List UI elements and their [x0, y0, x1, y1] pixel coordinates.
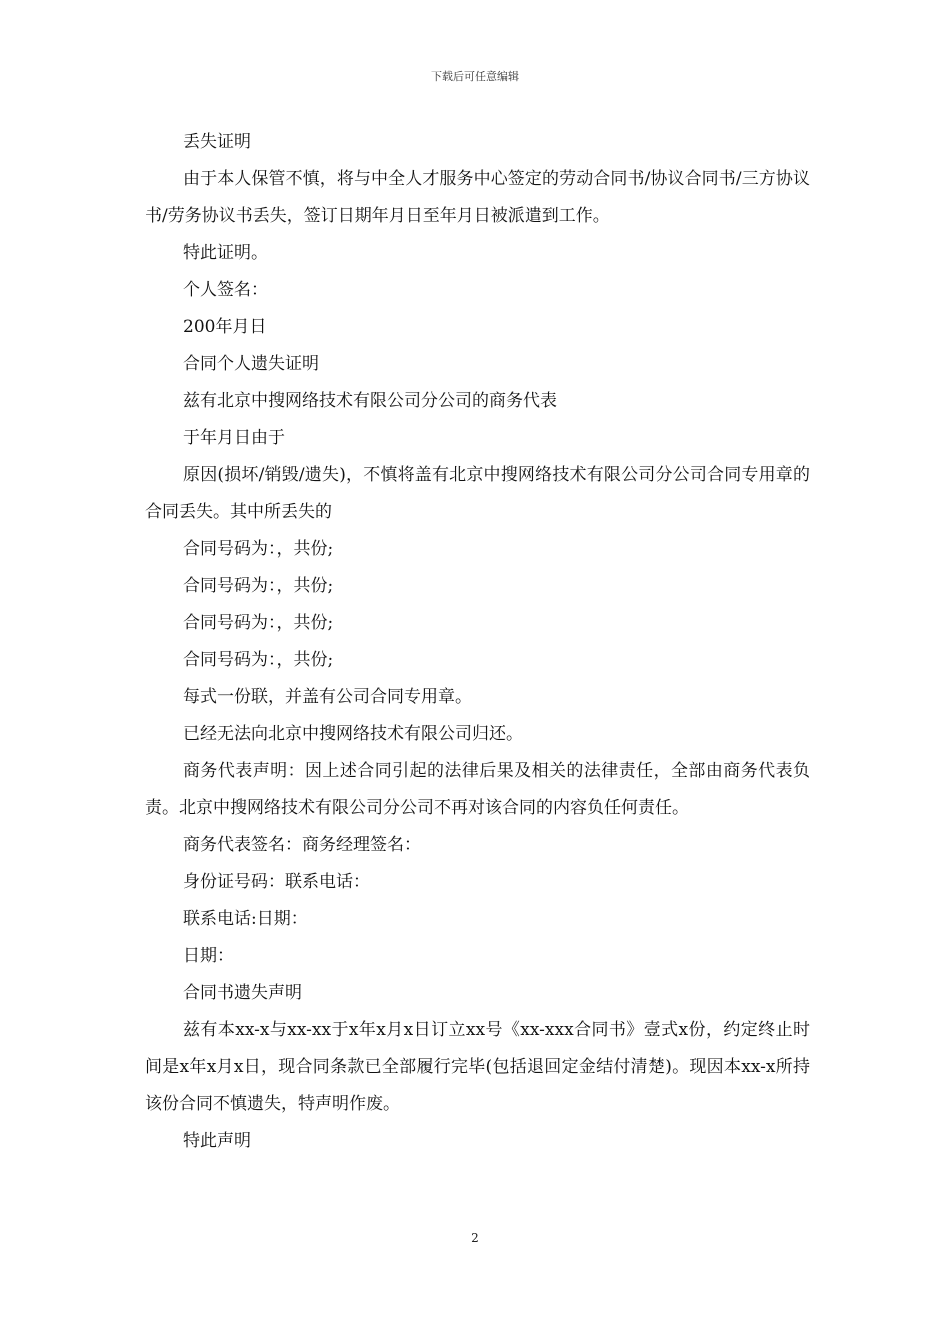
paragraph: 于年月日由于	[183, 428, 285, 448]
paragraph: 商务代表声明：因上述合同引起的法律后果及相关的法律责任，全部由商务代表负责。北京中搜网络技术有限公司分公司不再对该合同的内容负任何责任。	[145, 761, 810, 818]
page-number: 2	[471, 1231, 479, 1245]
paragraph: 由于本人保管不慎，将与中全人才服务中心签定的劳动合同书/协议合同书/三方协议书/劳务协议书丢失，签订日期年月日至年月日被派遣到工作。	[145, 169, 810, 226]
document-body	[145, 124, 810, 1160]
page-header-note: 下载后可任意编辑	[431, 70, 519, 83]
paragraph: 合同号码为：，共份;	[183, 539, 334, 559]
paragraph: 已经无法向北京中搜网络技术有限公司归还。	[183, 724, 523, 744]
paragraph: 兹有北京中搜网络技术有限公司分公司的商务代表	[183, 391, 557, 411]
paragraph: 日期：	[183, 946, 234, 966]
paragraph: 特此声明	[183, 1131, 251, 1151]
paragraph: 200年月日	[183, 317, 267, 337]
paragraph: 个人签名：	[183, 280, 268, 300]
paragraph: 特此证明。	[183, 243, 268, 263]
paragraph: 合同个人遗失证明	[183, 354, 319, 374]
paragraph: 丢失证明	[183, 132, 251, 152]
paragraph: 合同书遗失声明	[183, 983, 302, 1003]
paragraph: 合同号码为：，共份;	[183, 613, 334, 633]
paragraph: 兹有本xx-x与xx-xx于x年x月x日订立xx号《xx-xxx合同书》壹式x份，约定终止时间是x年x月x日，现合同条款已全部履行完毕(包括退回定金结付清楚)。现因本xx-x所持该份合同不慎遗失，特声明作废。	[145, 1020, 810, 1114]
paragraph: 联系电话:日期：	[183, 909, 308, 929]
paragraph: 原因(损坏/销毁/遗失)，不慎将盖有北京中搜网络技术有限公司分公司合同专用章的合同丢失。其中所丢失的	[145, 465, 810, 522]
paragraph: 每式一份联，并盖有公司合同专用章。	[183, 687, 472, 707]
paragraph: 合同号码为：，共份;	[183, 576, 334, 596]
paragraph: 身份证号码：联系电话：	[183, 872, 370, 892]
paragraph: 合同号码为：，共份;	[183, 650, 334, 670]
paragraph: 商务代表签名：商务经理签名：	[183, 835, 421, 855]
